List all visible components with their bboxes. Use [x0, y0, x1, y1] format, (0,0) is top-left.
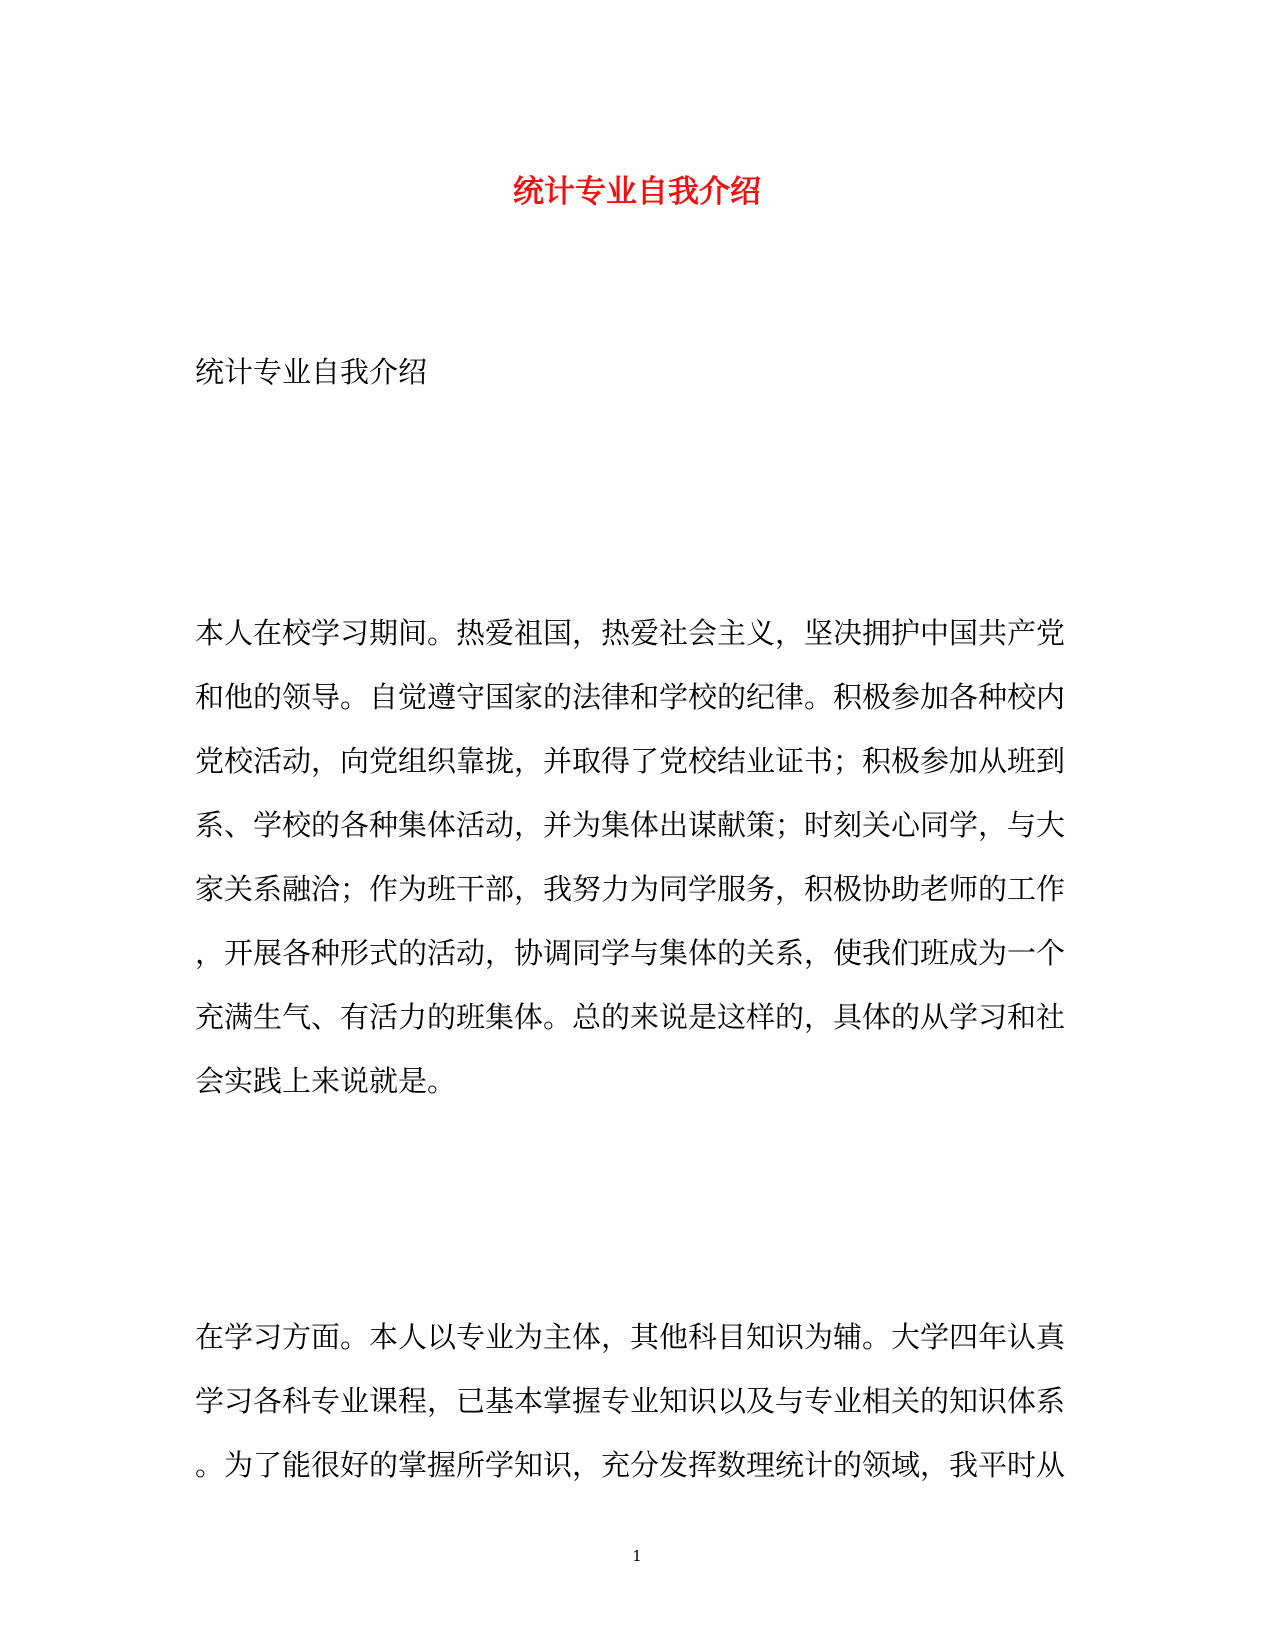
- paragraph-line: 。为了能很好的掌握所学知识，充分发挥数理统计的领域，我平时从: [195, 1448, 1066, 1482]
- paragraph-line: 家关系融洽；作为班干部，我努力为同学服务，积极协助老师的工作: [195, 872, 1066, 906]
- paragraph-line: ，开展各种形式的活动，协调同学与集体的关系，使我们班成为一个: [195, 936, 1066, 970]
- paragraph-line: 学习各科专业课程，已基本掌握专业知识以及与专业相关的知识体系: [195, 1384, 1066, 1418]
- paragraph-line: 充满生气、有活力的班集体。总的来说是这样的，具体的从学习和社: [195, 1000, 1066, 1034]
- paragraph-study: [195, 1305, 1075, 1497]
- paragraph-line: 和他的领导。自觉遵守国家的法律和学校的纪律。积极参加各种校内: [195, 680, 1066, 714]
- paragraph-school-life: [195, 601, 1075, 1113]
- paragraph-line: 本人在校学习期间。热爱祖国，热爱社会主义，坚决拥护中国共产党: [195, 616, 1066, 650]
- document-subtitle: 统计专业自我介绍: [195, 355, 428, 389]
- paragraph-line: 会实践上来说就是。: [195, 1064, 457, 1098]
- paragraph-line: 在学习方面。本人以专业为主体，其他科目知识为辅。大学四年认真: [195, 1320, 1066, 1354]
- paragraph-line: 党校活动，向党组织靠拢，并取得了党校结业证书；积极参加从班到: [195, 744, 1066, 778]
- page-number: 1: [632, 1547, 642, 1565]
- paragraph-line: 系、学校的各种集体活动，并为集体出谋献策；时刻关心同学，与大: [195, 808, 1066, 842]
- document-title: 统计专业自我介绍: [513, 174, 761, 210]
